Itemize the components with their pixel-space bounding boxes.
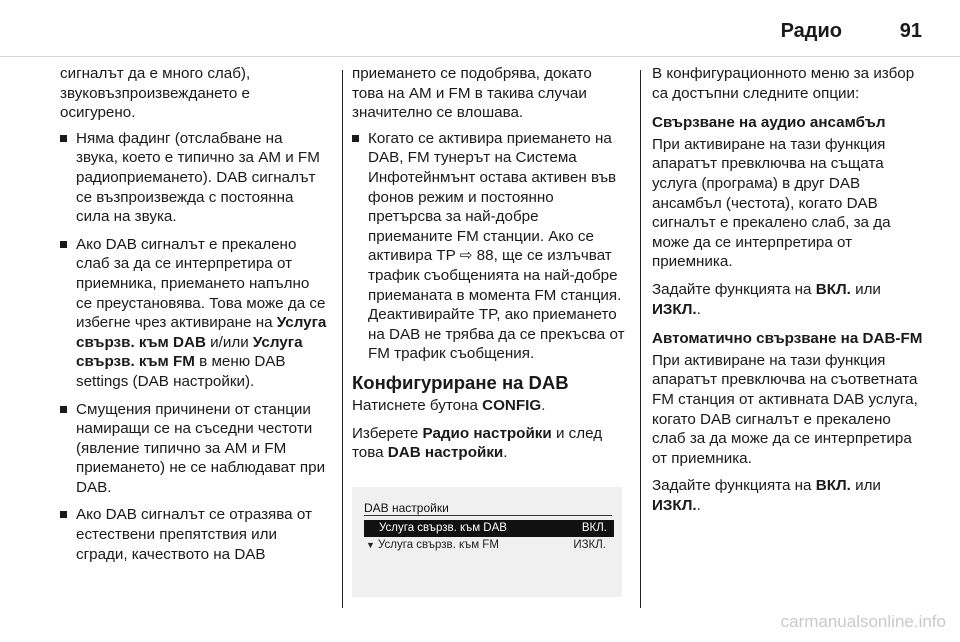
paragraph-continued: приемането се подобрява, докато това на AM и FM в такива случаи значително се влошава. <box>352 65 592 122</box>
instruction-step: Изберете Радио настройки и след това DAB настройки. <box>352 424 603 462</box>
bullet-square-icon <box>60 135 67 142</box>
bullet-square-icon <box>60 511 67 518</box>
page-header <box>0 0 960 52</box>
config-button-label: CONFIG <box>482 396 542 414</box>
scroll-down-arrow-icon: ▼ <box>366 539 375 550</box>
screen-menu-title: DAB настройки <box>364 501 612 516</box>
menu-option-dab-link: Услуга свързв. към DAB <box>76 314 327 351</box>
option-setting: Задайте функцията на ВКЛ. или ИЗКЛ.. <box>652 477 881 514</box>
watermark: carmanualsonline.info <box>780 612 946 631</box>
option-section-dab-fm <box>652 329 928 515</box>
column-2 <box>352 64 626 597</box>
config-instructions <box>352 396 626 463</box>
list-item: Няма фадинг (отслабване на звука, което е типично за AM и FM радиоприемането). DAB сигналът се възпроизвежда с постоянна сила на звука. <box>60 129 328 227</box>
section-heading: Конфигуриране на DAB <box>352 371 569 393</box>
menu-option-fm-link: Услуга свързв. към FM <box>76 333 303 371</box>
infotainment-screen-illustration <box>352 487 622 597</box>
list-item: Ако DAB сигналът е прекалено слаб за да се интерпретира от приемника, приемането напълно се преустановява. Това може да се избегне чрез активиране на Услуга свързв. към DAB и/или Услуга свързв. към FM в меню DAB settings (DAB настройки). <box>60 235 328 392</box>
option-description: При активиране на тази функция апаратът превключва на съответната FM станция от активната DAB услуга, когато DAB сигналът е прекалено слаб за да може да се интерпретира от приемника. <box>652 351 918 467</box>
paragraph-continued: сигналът да е много слаб), звуковъзпроизвеждането е осигурено. <box>60 65 251 122</box>
column-divider-1 <box>342 70 343 608</box>
option-setting: Задайте функцията на ВКЛ. или ИЗКЛ.. <box>652 280 881 318</box>
bullet-list <box>60 129 328 564</box>
column-divider-2 <box>640 70 641 608</box>
column-3 <box>652 64 928 523</box>
bullet-list <box>352 129 626 364</box>
paragraph: В конфигурационното меню за избор са достъпни следните опции: <box>652 65 915 102</box>
bullet-square-icon <box>60 406 67 413</box>
dab-settings-label: DAB настройки <box>387 444 504 462</box>
screen-menu-item-selected: Услуга свързв. към DAB ВКЛ. <box>364 520 614 537</box>
header-divider <box>0 56 960 57</box>
instruction-step: Натиснете бутона CONFIG. <box>352 396 546 414</box>
radio-settings-label: Радио настройки <box>422 424 552 442</box>
option-heading: Автоматично свързване на DAB-FM <box>652 330 923 348</box>
list-item: Смущения причинени от станции намиращи се на съседни честоти (явление типично за AM и FM приемането) не се наблюдават при DAB. <box>60 400 328 498</box>
page-number: 91 <box>899 20 922 42</box>
option-description: При активиране на тази функция апаратът превключва на същата услуга (програма) в друг DAB ансамбъл (честота), когато DAB сигналът е прекалено слаб, за да може да се интерпретира от приемника. <box>652 135 891 271</box>
screen-menu-item: ▼ Услуга свързв. към FM ИЗКЛ. <box>366 538 606 551</box>
page-reference-arrow-icon: ⇨ <box>459 247 473 265</box>
list-item: Когато се активира приемането на DAB, FM тунерът на Система Инфотейнмънт остава активен във фонов режим и постоянно претърсва за най-добре приеманите FM станции. Ако се активира TP ⇨ 88, ще се излъчват трафик съобщенията на най-добре приеманата в момента FM станция. Деактивирайте TP, ако приемането на DAB не трябва да се прекъсва от FM трафик съобщения. <box>352 129 626 364</box>
column-1 <box>60 64 328 572</box>
list-item: Ако DAB сигналът се отразява от естествени препятствия или сгради, качеството на DAB <box>60 505 328 564</box>
bullet-square-icon <box>352 135 359 142</box>
option-heading: Свързване на аудио ансамбъл <box>652 114 886 132</box>
option-section-ensemble <box>652 113 928 319</box>
page-title: Радио <box>780 20 842 42</box>
bullet-square-icon <box>60 241 67 248</box>
